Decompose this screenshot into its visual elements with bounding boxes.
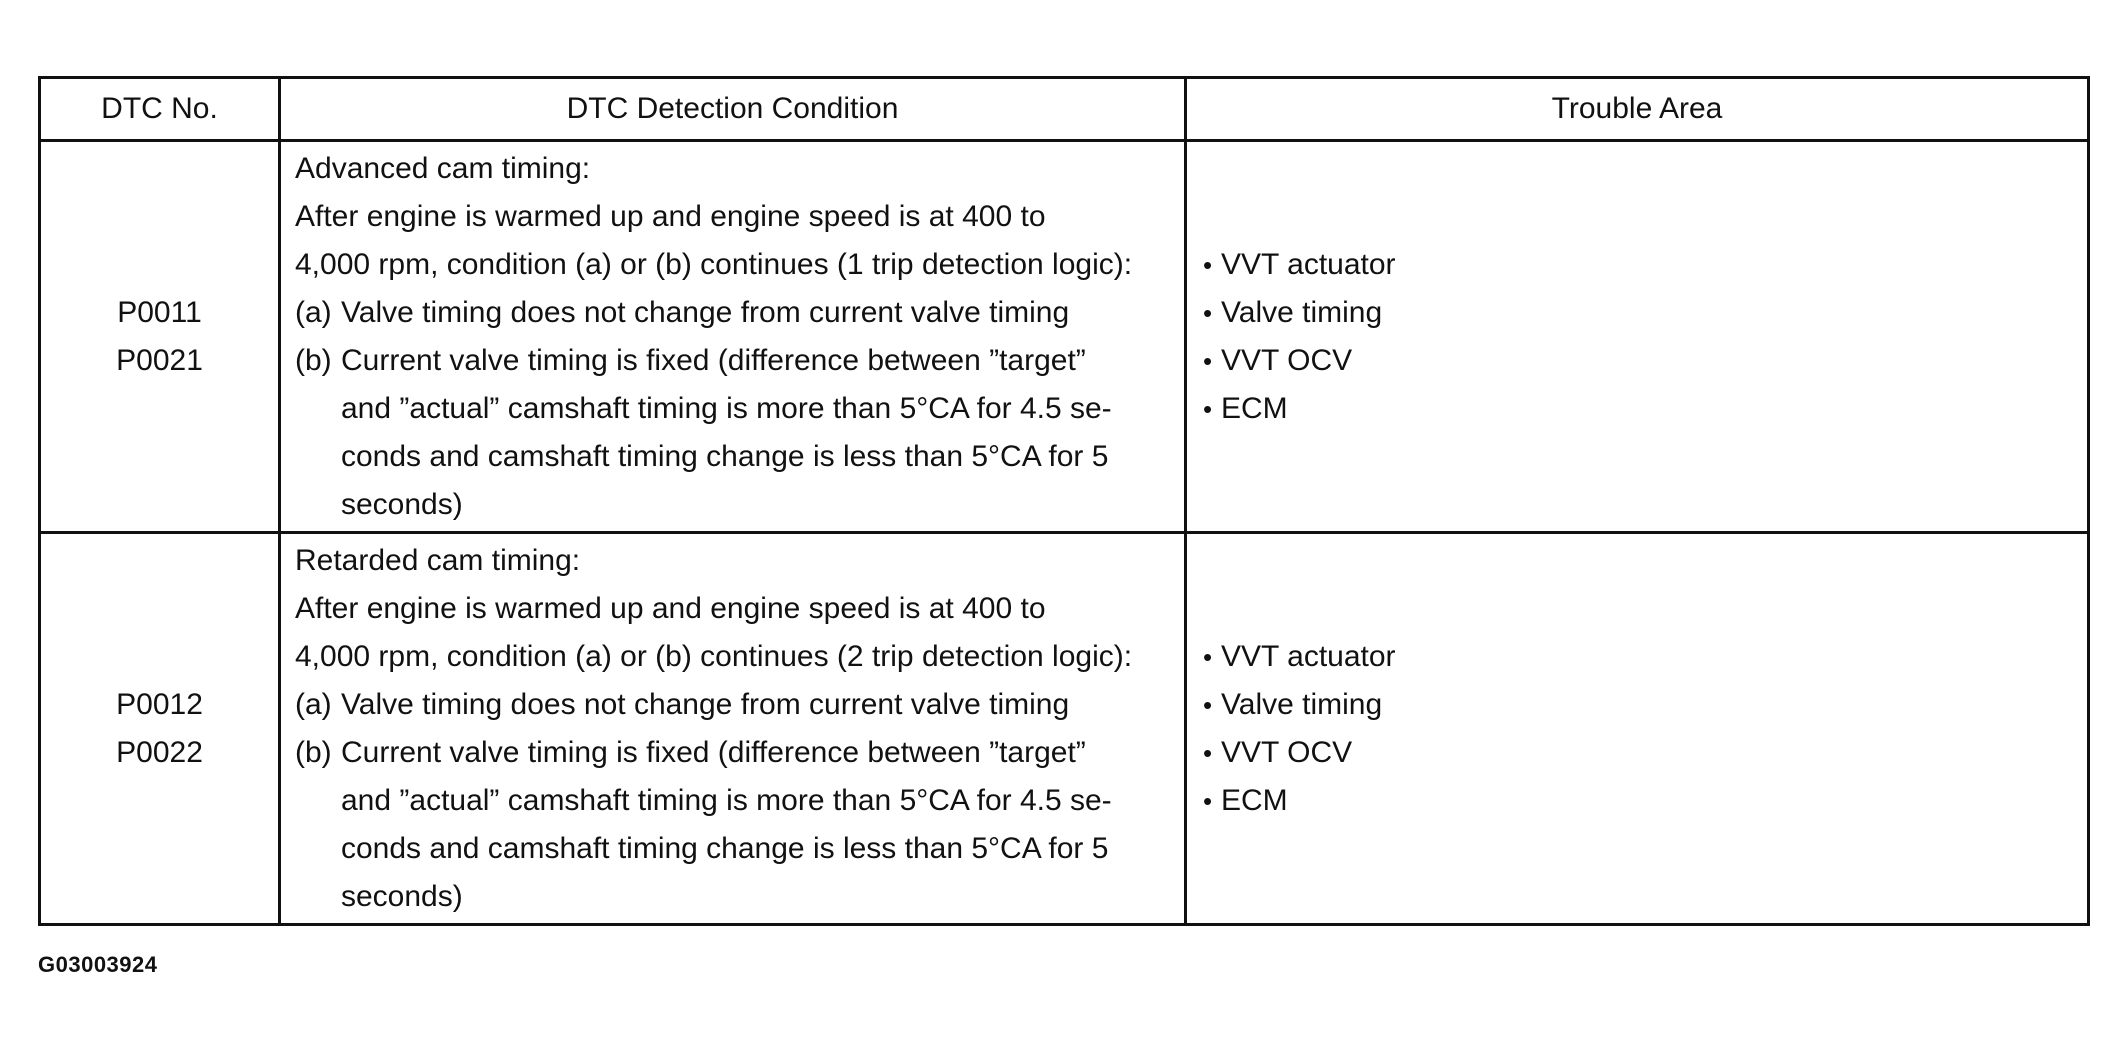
trouble-area-label: VVT OCV (1221, 735, 1353, 769)
bullet-icon: • (1203, 785, 1213, 816)
item-text: Current valve timing is fixed (difference between ”target” (341, 343, 1086, 377)
condition-title: Retarded cam timing: (295, 543, 581, 577)
header-trouble-area: Trouble Area (1186, 78, 2089, 141)
dtc-codes-cell (40, 533, 280, 925)
item-continuation: seconds) (341, 487, 463, 521)
item-letter: (b) (295, 343, 332, 377)
trouble-area-label: VVT actuator (1221, 247, 1396, 281)
figure-id: G03003924 (38, 952, 158, 977)
dtc-code: P0022 (116, 735, 203, 769)
condition-item-b (295, 729, 1176, 777)
bullet-icon: • (1203, 297, 1213, 328)
condition-text: After engine is warmed up and engine speed is at 400 to (295, 199, 1046, 233)
header-detection-condition: DTC Detection Condition (280, 78, 1186, 141)
table-row (40, 141, 2089, 533)
trouble-area-label: Valve timing (1221, 687, 1383, 721)
dtc-code: P0021 (116, 343, 203, 377)
item-continuation: conds and camshaft timing change is less than 5°CA for 5 (341, 439, 1109, 473)
item-letter: (a) (295, 687, 332, 721)
item-continuation: and ”actual” camshaft timing is more than 5°CA for 4.5 se- (341, 391, 1112, 425)
trouble-area-label: VVT actuator (1221, 639, 1396, 673)
trouble-area-label: ECM (1221, 783, 1288, 817)
condition-item-b (295, 337, 1176, 385)
dtc-code: P0012 (116, 687, 203, 721)
list-item (1203, 289, 2087, 337)
condition-title: Advanced cam timing: (295, 151, 591, 185)
bullet-icon: • (1203, 249, 1213, 280)
condition-text: After engine is warmed up and engine speed is at 400 to (295, 591, 1046, 625)
condition-item-a (295, 289, 1176, 337)
trouble-area-label: Valve timing (1221, 295, 1383, 329)
list-item (1203, 777, 2087, 825)
detection-condition-cell (280, 141, 1186, 533)
trouble-area-cell (1186, 141, 2089, 533)
condition-text: 4,000 rpm, condition (a) or (b) continues (1 trip detection logic): (295, 247, 1133, 281)
list-item (1203, 681, 2087, 729)
bullet-icon: • (1203, 393, 1213, 424)
item-text: Current valve timing is fixed (difference between ”target” (341, 735, 1086, 769)
dtc-code: P0011 (117, 295, 202, 329)
item-continuation: seconds) (341, 879, 463, 913)
dtc-codes-cell (40, 141, 280, 533)
bullet-icon: • (1203, 641, 1213, 672)
trouble-area-cell (1186, 533, 2089, 925)
item-text: Valve timing does not change from current valve timing (341, 687, 1070, 721)
trouble-area-label: ECM (1221, 391, 1288, 425)
header-row (40, 78, 2089, 141)
list-item (1203, 241, 2087, 289)
bullet-icon: • (1203, 689, 1213, 720)
header-dtc-no: DTC No. (40, 78, 280, 141)
item-continuation: and ”actual” camshaft timing is more than 5°CA for 4.5 se- (341, 783, 1112, 817)
list-item (1203, 337, 2087, 385)
dtc-table (38, 76, 2090, 926)
item-letter: (b) (295, 735, 332, 769)
condition-item-a (295, 681, 1176, 729)
list-item (1203, 385, 2087, 433)
bullet-icon: • (1203, 345, 1213, 376)
item-text: Valve timing does not change from current valve timing (341, 295, 1070, 329)
trouble-area-label: VVT OCV (1221, 343, 1353, 377)
condition-text: 4,000 rpm, condition (a) or (b) continues (2 trip detection logic): (295, 639, 1133, 673)
item-letter: (a) (295, 295, 332, 329)
item-continuation: conds and camshaft timing change is less than 5°CA for 5 (341, 831, 1109, 865)
list-item (1203, 729, 2087, 777)
detection-condition-cell (280, 533, 1186, 925)
list-item (1203, 633, 2087, 681)
table-row (40, 533, 2089, 925)
bullet-icon: • (1203, 737, 1213, 768)
